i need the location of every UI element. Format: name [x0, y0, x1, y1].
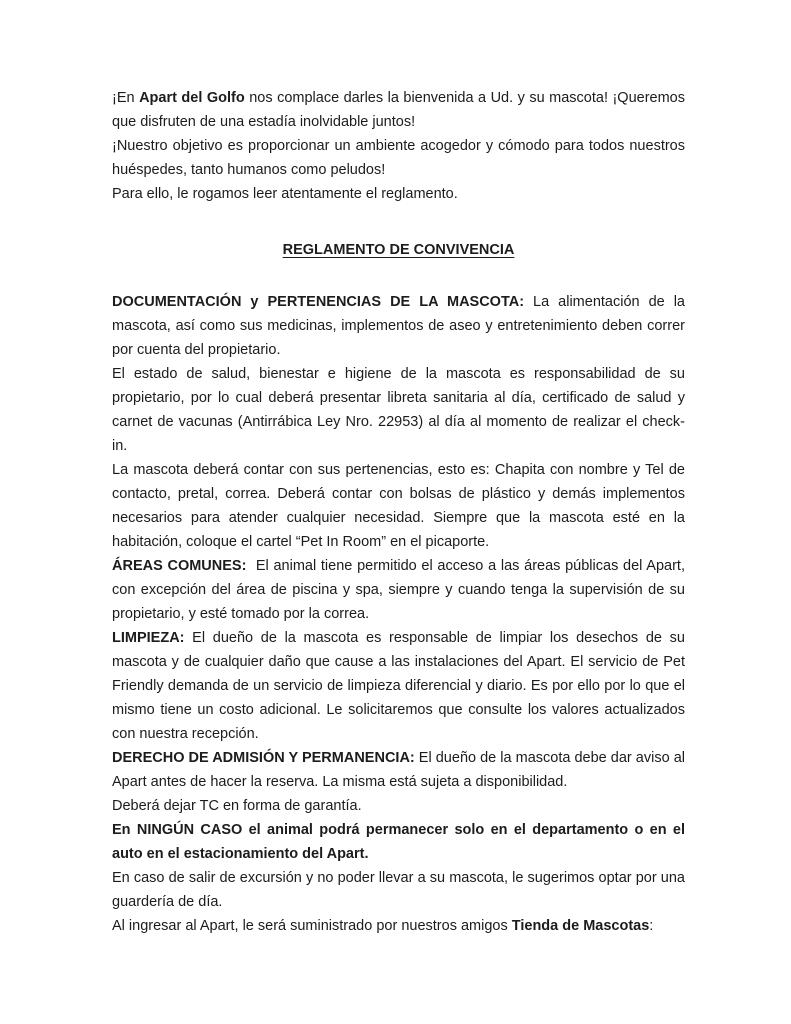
bold-text-run: DERECHO DE ADMISIÓN Y PERMANENCIA:: [112, 750, 415, 766]
blank-line: [112, 266, 685, 290]
bold-text-run: REGLAMENTO DE CONVIVENCIA: [282, 242, 515, 258]
paragraph: [112, 134, 685, 182]
paragraph: [112, 182, 685, 206]
paragraph: [112, 86, 685, 134]
text-run: Para ello, le rogamos leer atentamente el reglamento.: [112, 186, 458, 202]
text-run: ¡En: [112, 90, 140, 106]
text-run: El animal tiene permitido el acceso a las áreas públicas del Apart, con excepción del área de piscina y spa, siempre y cuando tenga la supervisión de su propietario, y esté tomado por la correa.: [112, 558, 685, 622]
text-run: La mascota deberá contar con sus pertenencias, esto es: Chapita con nombre y Tel de contacto, pretal, correa. Deberá contar con bolsas de plástico y demás implementos necesarios para atender cualquier necesidad. Siempre que la mascota esté en la habitación, coloque el cartel “Pet In Room” en el picaporte.: [112, 462, 685, 550]
text-run: Deberá dejar TC en forma de garantía.: [112, 798, 362, 814]
document-title: [112, 238, 685, 262]
paragraph: [112, 818, 685, 866]
paragraph: [112, 458, 685, 554]
paragraph: [112, 362, 685, 458]
blank-line: [112, 206, 685, 230]
text-run: Al ingresar al Apart, le será suministrado por nuestros amigos: [112, 918, 512, 934]
text-run: La alimentación de la mascota, así como sus medicinas, implementos de aseo y entretenimiento deben correr por cuenta del propietario.: [112, 294, 685, 358]
text-run: El dueño de la mascota es responsable de limpiar los desechos de su mascota y de cualquier daño que cause a las instalaciones del Apart. El servicio de Pet Friendly demanda de un servicio de limpieza diferencial y diario. Es por ello por lo que el mismo tiene un costo adicional. Le solicitaremos que consulte los valores actualizados con nuestra recepción.: [112, 630, 685, 742]
text-run: En caso de salir de excursión y no poder llevar a su mascota, le sugerimos optar por una guardería de día.: [112, 870, 685, 910]
document-body: [112, 86, 685, 938]
paragraph: [112, 794, 685, 818]
paragraph: [112, 554, 685, 626]
text-run: :: [649, 918, 654, 934]
paragraph: [112, 866, 685, 914]
text-run: nos complace darles la bienvenida a Ud. y su mascota! ¡Queremos que disfruten de una estadía inolvidable juntos!: [112, 90, 686, 130]
text-run: El dueño de la mascota debe dar aviso al Apart antes de hacer la reserva. La misma está sujeta a disponibilidad.: [112, 750, 685, 790]
bold-text-run: Apart del Golfo: [139, 90, 245, 106]
paragraph: [112, 290, 685, 362]
bold-text-run: DOCUMENTACIÓN y PERTENENCIAS DE LA MASCOTA:: [112, 294, 525, 310]
bold-text-run: Tienda de Mascotas: [511, 918, 650, 934]
text-run: ¡Nuestro objetivo es proporcionar un ambiente acogedor y cómodo para todos nuestros huéspedes, tanto humanos como peludos!: [112, 138, 685, 178]
paragraph: [112, 626, 685, 746]
paragraph: [112, 746, 685, 794]
bold-text-run: En NINGÚN CASO el animal podrá permanecer solo en el departamento o en el auto en el estacionamiento del Apart.: [112, 822, 685, 862]
paragraph: [112, 914, 685, 938]
bold-text-run: ÁREAS COMUNES:: [112, 558, 247, 574]
bold-text-run: LIMPIEZA:: [112, 630, 185, 646]
text-run: El estado de salud, bienestar e higiene de la mascota es responsabilidad de su propietario, por lo cual deberá presentar libreta sanitaria al día, certificado de salud y carnet de vacunas (Antirrábica Ley Nro. 22953) al día al momento de realizar el check-in.: [112, 366, 685, 454]
